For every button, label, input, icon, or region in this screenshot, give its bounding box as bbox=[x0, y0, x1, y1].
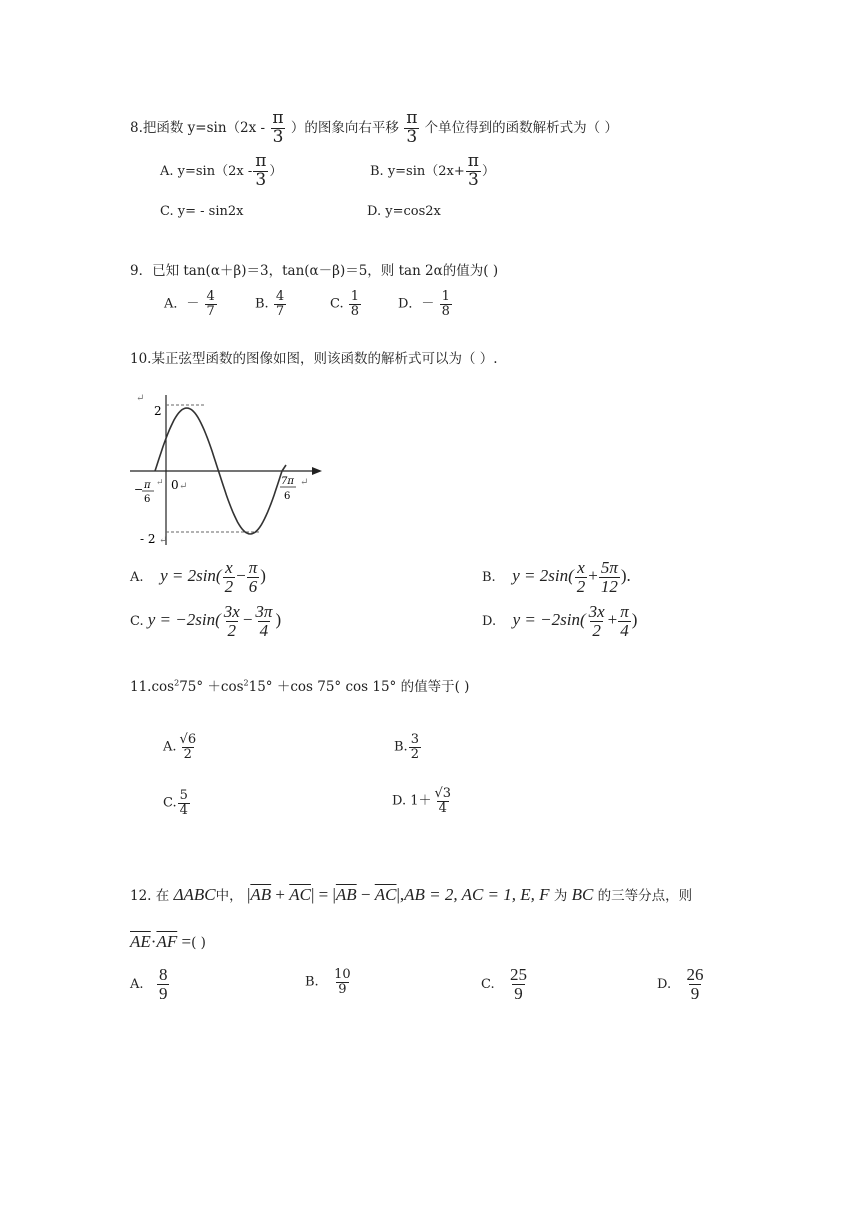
left-num: π bbox=[144, 480, 151, 491]
q9-option-c[interactable]: C. $\frac{1}{8}$ bbox=[330, 289, 360, 319]
q12-option-a[interactable]: A. $\frac{8}{9}$ bbox=[130, 965, 168, 1003]
q8-shift-fraction: $\frac{\pi}{3}$ bbox=[406, 108, 418, 147]
q8-option-d[interactable]: D. y=cos2x bbox=[367, 204, 441, 219]
q9-option-d[interactable]: D．－ $\frac{1}{8}$ bbox=[398, 289, 450, 319]
q11-option-d[interactable]: D. 1＋ $\frac{√3}{4}$ bbox=[392, 786, 452, 816]
q8-stem bbox=[130, 110, 618, 147]
right-num: 7π bbox=[281, 476, 294, 487]
q10-option-d[interactable]: D. y = −2sin( $\frac{3x}{2}$ + $\frac{\pi}{4}$ ) bbox=[482, 602, 638, 640]
q12-stem-line2: $\overline{AE}\cdot\overline{AF}$ =( ) bbox=[130, 932, 206, 951]
q9-stem: 9．已知 tan(α＋β)＝3，tan(α－β)＝5，则 tan 2α的值为( ) bbox=[130, 263, 499, 279]
return-mark-bottom: ↵ bbox=[159, 535, 168, 546]
return-mark-top: ↵ bbox=[136, 393, 145, 404]
right-den: 6 bbox=[284, 491, 291, 502]
q12-option-c[interactable]: C. $\frac{25}{9}$ bbox=[481, 965, 528, 1003]
q11-stem: $11.\cos^275^\circ +\cos^215^\circ +\cos$ 75° cos 15° 的值等于( ) bbox=[130, 678, 470, 695]
q10-stem: 10.某正弦型函数的图像如图，则该函数的解析式可以为（ ）. bbox=[130, 351, 498, 367]
q9-option-b[interactable]: B. $\frac{4}{7}$ bbox=[255, 289, 285, 319]
q8-option-a[interactable]: A. y=sin（2x - $\frac{\pi}{3}$ ） bbox=[160, 151, 283, 190]
q11-option-c[interactable]: C. $\frac{5}{4}$ bbox=[163, 788, 188, 818]
q8-text-a: 8.把函数 y=sin（2x - bbox=[130, 119, 266, 136]
y-min-label: - 2 bbox=[140, 532, 156, 546]
q12-option-b[interactable]: B. $\frac{10}{9}$ bbox=[305, 967, 351, 997]
return-mark-origin: ↵ bbox=[179, 481, 188, 492]
q8-text-b: ）的图象向右平移 bbox=[290, 119, 399, 136]
q10-sine-graph bbox=[128, 385, 328, 550]
q8-fraction-pi-3: $\frac{\pi}{3}$ bbox=[272, 108, 284, 147]
y-max-label: 2 bbox=[154, 404, 162, 418]
triangle-abc: ΔABC bbox=[173, 885, 216, 904]
q12-stem: 12. 在 ΔABC中， $|\overline{AB} + \overline{AC}| = |\overline{AB} - \overline{AC}|,AB = 2$, AC = 1, E, F 为 BC 的三等分点，则 bbox=[130, 885, 693, 904]
return-mark-left: ↵ bbox=[156, 478, 164, 488]
q12-option-d[interactable]: D. $\frac{26}{9}$ bbox=[657, 965, 704, 1003]
q10-option-a[interactable]: A. y = 2sin( $\frac{x}{2}$ − $\frac{\pi}{6}$ ) bbox=[130, 558, 266, 596]
q11-option-b[interactable]: B. $\frac{3}{2}$ bbox=[394, 732, 419, 762]
return-mark-right: ↵ bbox=[300, 477, 309, 488]
q8-text-c: 个单位得到的函数解析式为（ ） bbox=[424, 119, 618, 136]
left-sign: − bbox=[134, 483, 144, 496]
q11-option-a[interactable]: A. $\frac{√6}{2}$ bbox=[163, 732, 197, 762]
origin-label: 0 bbox=[171, 478, 179, 492]
q8-option-b[interactable]: B. y=sin（2x+ $\frac{\pi}{3}$ ） bbox=[370, 151, 495, 190]
q9-option-a[interactable]: A．－ $\frac{4}{7}$ bbox=[164, 289, 215, 319]
q10-option-b[interactable]: B. y = 2sin( $\frac{x}{2}$ + $\frac{5\pi}{12}$ ). bbox=[482, 558, 631, 596]
x-axis-arrow bbox=[312, 467, 322, 475]
q10-option-c[interactable]: C. y = −2sin( $\frac{3x}{2}$ − $\frac{3\pi}{4}$ ) bbox=[130, 602, 282, 640]
left-den: 6 bbox=[144, 494, 151, 505]
q8-option-c[interactable]: C. y= - sin2x bbox=[160, 204, 244, 219]
